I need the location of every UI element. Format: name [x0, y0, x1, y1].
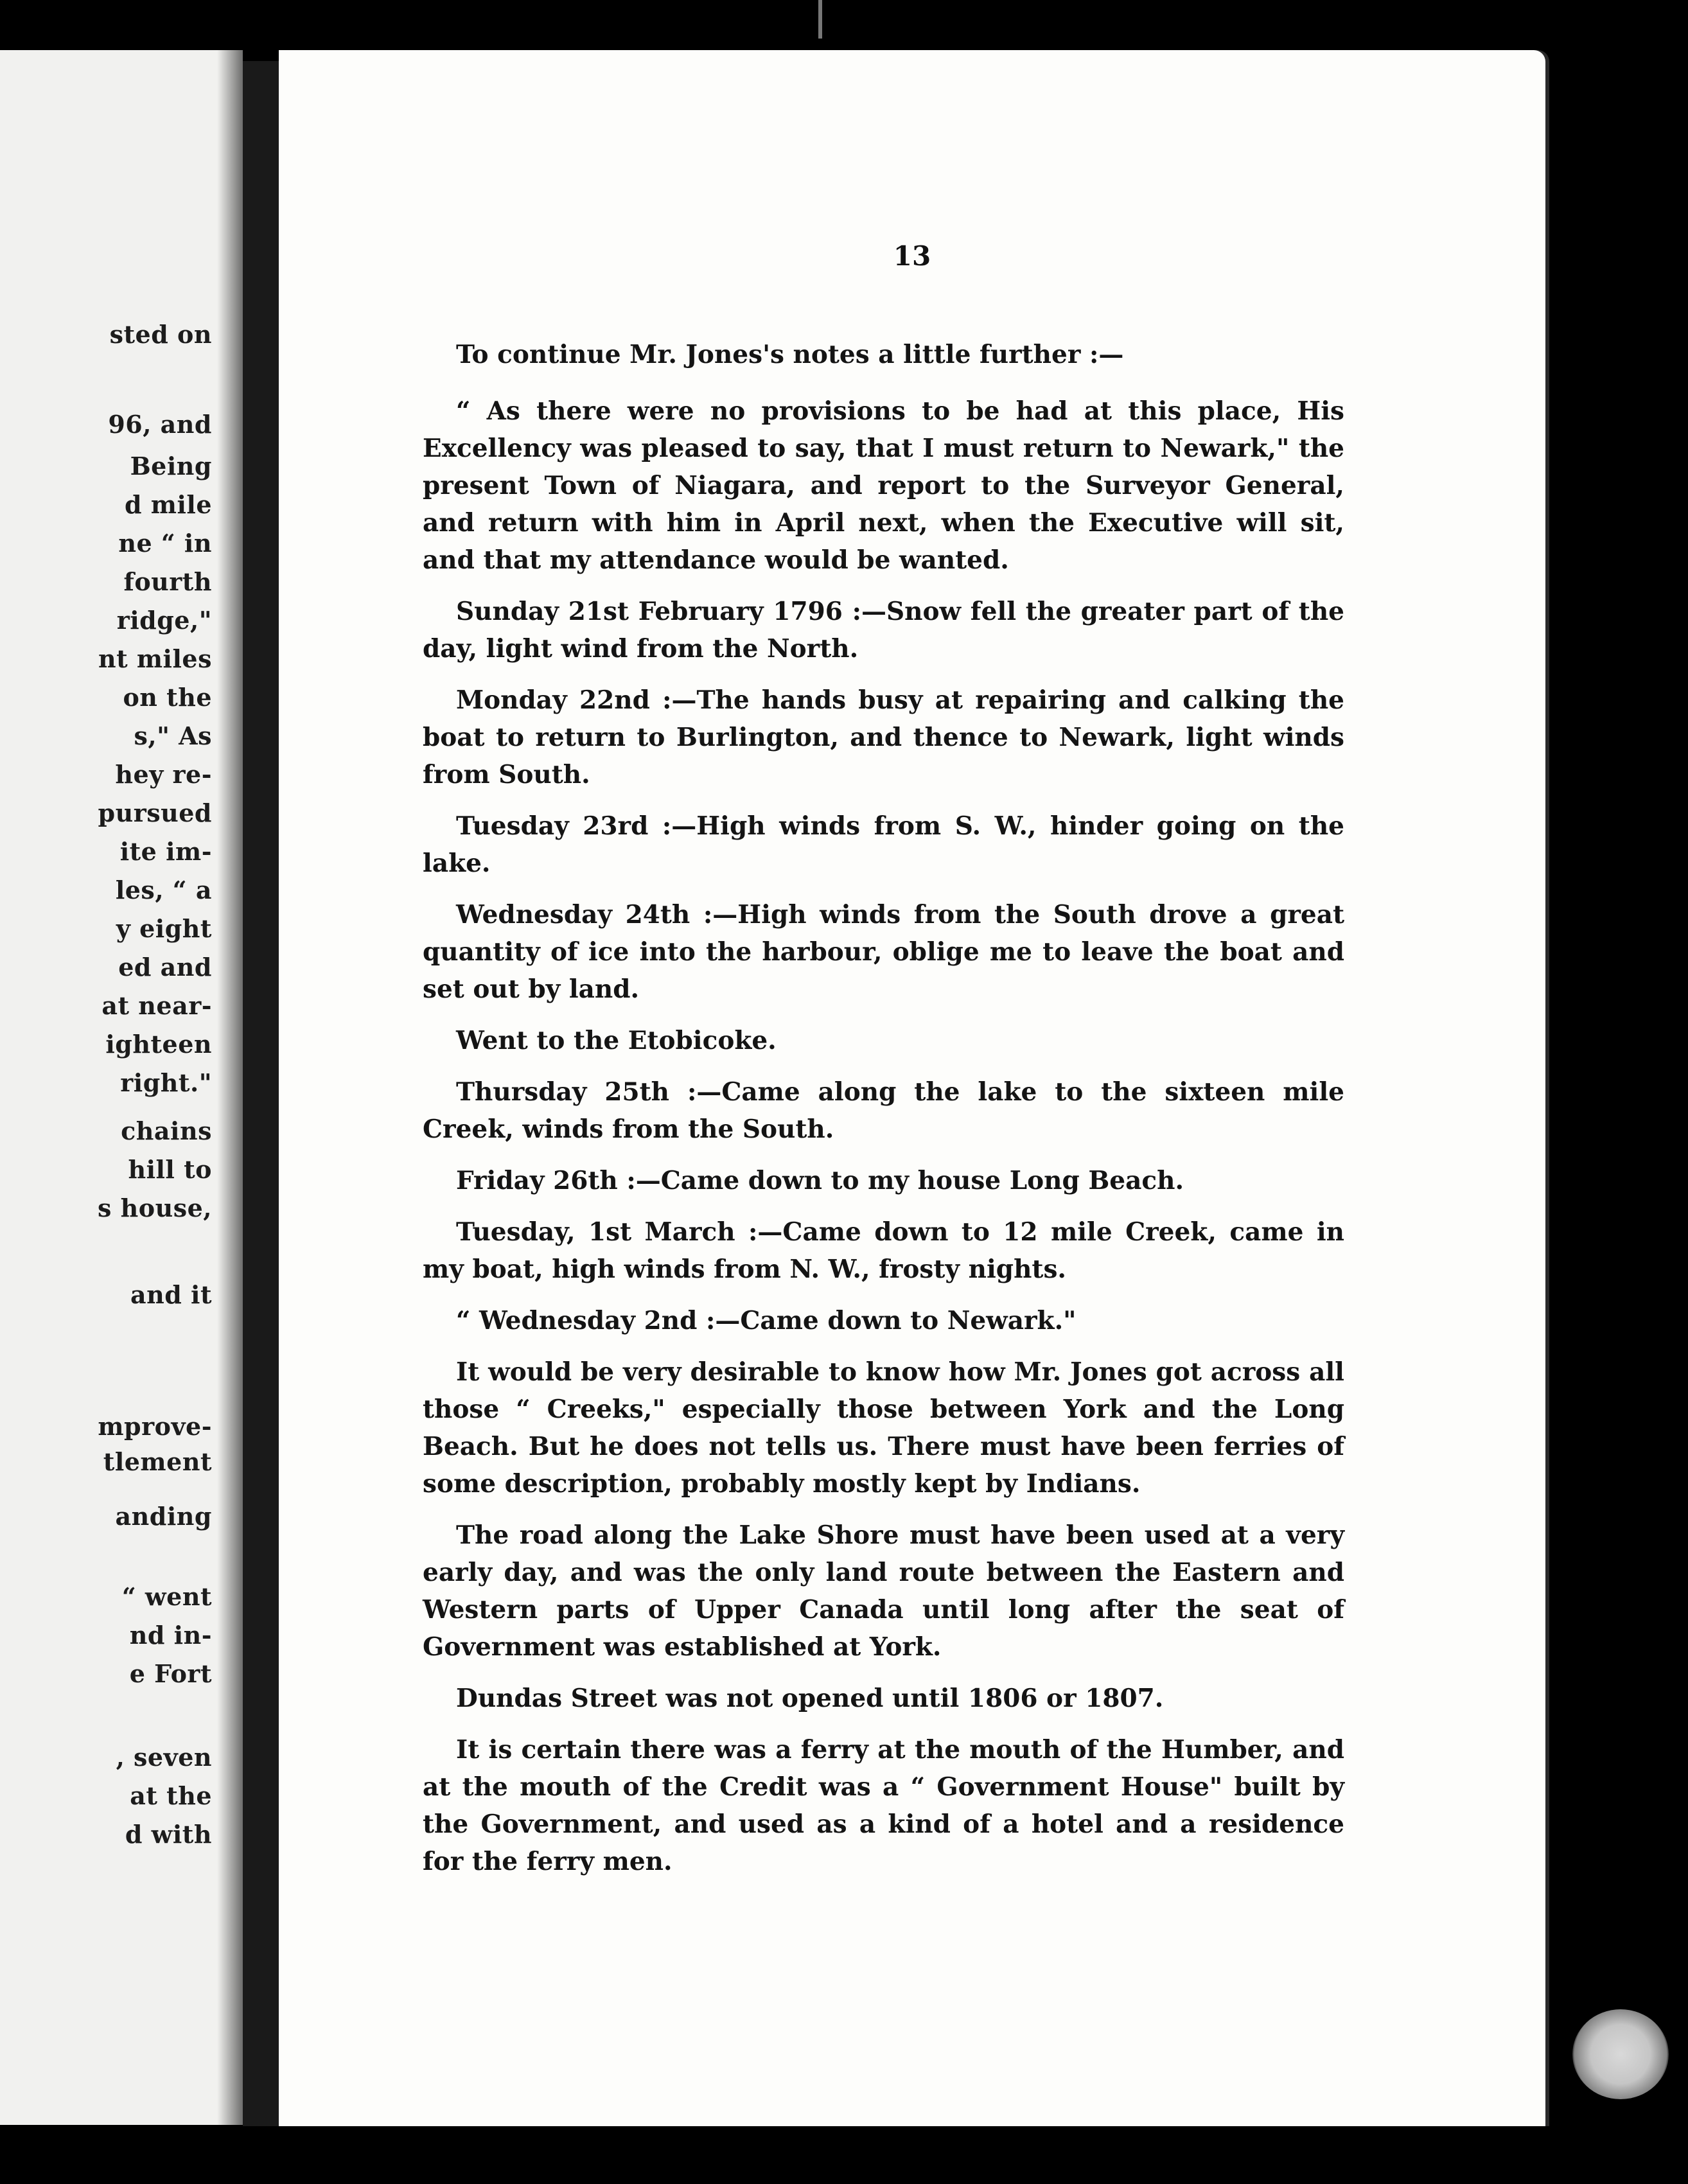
left-page-fragment: ed and: [118, 953, 212, 982]
left-page-fragment: e Fort: [129, 1659, 212, 1688]
page-number: 13: [893, 240, 931, 272]
left-page-fragment: 96, and: [108, 410, 212, 439]
book-spine: [243, 61, 279, 2126]
left-page-fragment: tlement: [103, 1447, 212, 1476]
left-page-fragment: ite im-: [119, 837, 212, 866]
paragraph: Wednesday 24th :—High winds from the South drove a great quantity of ice into the harbour, oblige me to leave the boat and set out by land.: [423, 900, 1344, 1004]
left-page-fragment: les, “ a: [115, 876, 212, 904]
left-page-fragment: nd in-: [129, 1621, 212, 1650]
left-page-fragment: d mile: [124, 490, 212, 519]
left-page-fragment: mprove-: [98, 1412, 212, 1441]
left-page-fragment: sted on: [109, 320, 212, 349]
left-page-fragment: y eight: [116, 914, 212, 943]
paragraph: Tuesday 23rd :—High winds from S. W., hinder going on the lake.: [423, 811, 1344, 878]
left-page-fragment: d with: [125, 1820, 212, 1849]
left-page-fragment: , seven: [116, 1743, 212, 1772]
left-page-fragment: “ went: [121, 1582, 212, 1611]
paragraph: “ As there were no provisions to be had at this place, His Excellency was pleased to say, that I must return to Newark," the present Town of Niagara, and report to the Surveyor General, and return with him in April next, when the Executive will sit, and that my attendance would be wanted.: [423, 396, 1344, 575]
left-page-fragment: fourth: [123, 567, 212, 596]
left-page-fragment: Being: [130, 452, 212, 480]
left-page-fragment: at the: [130, 1781, 212, 1810]
left-page-fragment: ne “ in: [118, 529, 212, 558]
left-page-fragment: ighteen: [105, 1030, 212, 1059]
left-page-fragment: nt miles: [98, 644, 212, 673]
paragraph: Went to the Etobicoke.: [456, 1026, 777, 1055]
paragraph: The road along the Lake Shore must have been used at a very early day, and was the only land route between the Eastern and Western parts of Upper Canada until long after the seat of Government was established at York.: [423, 1520, 1344, 1662]
page-body: [423, 336, 1344, 1880]
scan-mark: [818, 0, 822, 39]
left-page-fragment: ridge,": [116, 606, 212, 635]
left-page-text-fragments: [0, 50, 212, 2125]
paragraph: Monday 22nd :—The hands busy at repairing and calking the boat to return to Burlington, and thence to Newark, light winds from South.: [423, 685, 1344, 789]
left-page-fragment: on the: [123, 683, 212, 712]
left-page-fragment: at near-: [101, 991, 212, 1020]
paragraph: To continue Mr. Jones's notes a little further :—: [456, 340, 1124, 369]
paragraph: Tuesday, 1st March :—Came down to 12 mile Creek, came in my boat, high winds from N. W., frosty nights.: [423, 1217, 1344, 1284]
paragraph: It is certain there was a ferry at the mouth of the Humber, and at the mouth of the Credit was a “ Government House" built by the Government, and used as a kind of a hotel and a residence for the ferry men.: [423, 1735, 1344, 1876]
paper-damage-blot: [1572, 2009, 1669, 2099]
paragraph: Sunday 21st February 1796 :—Snow fell the greater part of the day, light wind from the North.: [423, 597, 1344, 664]
paragraph: Thursday 25th :—Came along the lake to the sixteen mile Creek, winds from the South.: [423, 1077, 1344, 1144]
paragraph: “ Wednesday 2nd :—Came down to Newark.": [456, 1306, 1077, 1335]
left-page-fragment: pursued: [98, 798, 212, 827]
left-page-edge: [0, 50, 243, 2125]
left-page-fragment: and it: [130, 1280, 212, 1309]
paragraph: Friday 26th :—Came down to my house Long Beach.: [456, 1166, 1184, 1195]
right-page: [279, 50, 1545, 2126]
left-page-fragment: anding: [115, 1502, 212, 1531]
paragraph: It would be very desirable to know how Mr. Jones got across all those “ Creeks," especially those between York and the Long Beach. But he does not tells us. There must have been ferries of some description, probably mostly kept by Indians.: [423, 1357, 1344, 1499]
left-page-fragment: s," As: [134, 721, 212, 750]
left-page-fragment: chains: [121, 1116, 212, 1145]
left-page-fragment: right.": [120, 1068, 212, 1097]
paragraph: Dundas Street was not opened until 1806 or 1807.: [456, 1684, 1164, 1713]
left-page-fragment: hey re-: [115, 760, 212, 789]
left-page-fragment: hill to: [128, 1155, 212, 1184]
left-page-fragment: s house,: [97, 1193, 212, 1222]
gutter-shadow: [217, 50, 243, 2125]
